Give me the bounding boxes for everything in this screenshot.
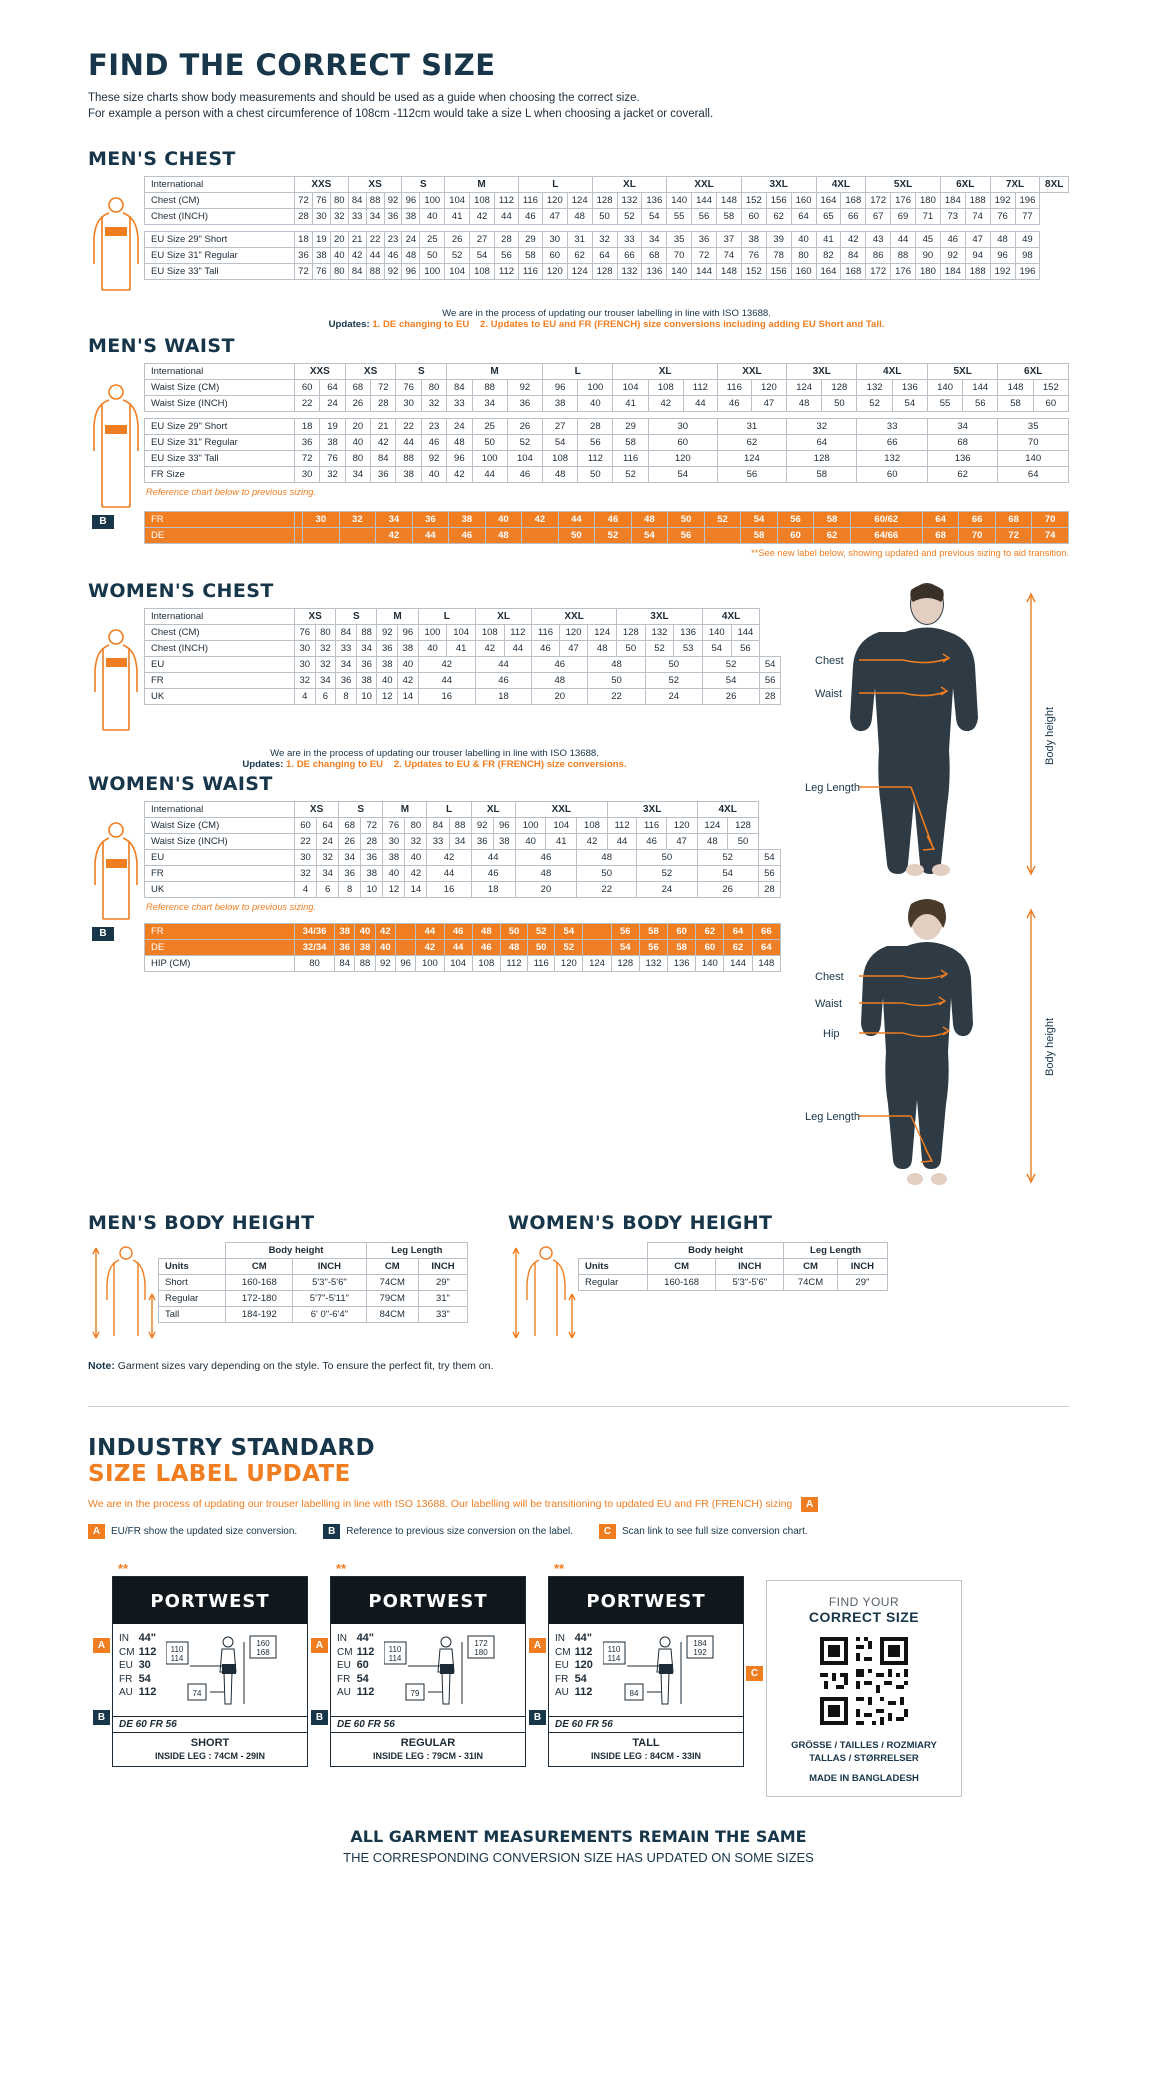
svg-text:79: 79 [410,1689,420,1698]
row-value: 44" [356,1632,375,1644]
section-title-womens-body-height: WOMEN'S BODY HEIGHT [508,1212,773,1234]
section-title-mens-body-height: MEN'S BODY HEIGHT [88,1212,315,1234]
svg-text:Hip: Hip [823,1028,840,1040]
previous-size-tall: DE 60 FR 56 [549,1716,743,1732]
table-womens-waist-previous [144,923,781,972]
qr-subtitle-2: TALLAS / STØRRELSER [809,1753,919,1764]
table-row: EU 30 32 34 36 38 40 42 44 46 48 50 52 54 [145,657,781,673]
badge-a-tall: A [529,1638,546,1653]
row-key: CM [119,1646,135,1658]
section-title-mens-chest: MEN'S CHEST [88,148,236,170]
table-row: EU Size 33" Tall 72 76 80 84 88 92 96 100 104 108 112 116 120 124 128 132 136 140 144 148 152 156 160 164 168 172 176 180 184 188 192 196 [145,264,1069,280]
table-spacer [145,412,1069,419]
svg-text:160: 160 [256,1639,270,1648]
female-height-figure [508,1242,578,1342]
row-key: FR [337,1673,351,1685]
table-row: FR Size 30 32 34 36 38 40 42 44 46 48 50 52 54 56 58 60 62 64 [145,467,1069,483]
table-row: EU Size 29" Short 18 19 20 21 22 23 24 25 26 27 28 29 30 31 32 33 34 35 [145,419,1069,435]
model-figures [799,580,1069,1188]
qr-subtitle-1: GRÖSSE / TAILLES / ROZMIARY [791,1740,937,1751]
row-key: FR [555,1673,569,1685]
table-row: Chest (INCH) 30 32 33 34 36 38 40 41 42 44 46 47 48 50 52 53 54 56 [145,641,781,657]
table-row: FR 32 34 36 38 40 42 44 46 48 50 52 54 56 [145,866,781,882]
table-row: EU Size 33" Tall 72 76 80 84 88 92 96 100 104 108 112 116 120 124 128 132 136 140 [145,451,1069,467]
svg-text:110: 110 [170,1645,184,1654]
svg-text:110: 110 [607,1645,621,1654]
table-mens-waist [144,363,1069,483]
table-subheader-row: Units CM INCH CM INCH [159,1259,468,1275]
size-values-regular [337,1632,378,1712]
svg-text:184: 184 [693,1639,707,1648]
table-row: UK 4 6 8 10 12 14 16 18 20 22 24 26 28 [145,882,781,898]
badge-b-regular: B [311,1710,328,1725]
row-value: 54 [138,1672,151,1685]
intro-line-1: These size charts show body measurements and should be used as a guide when choosing the correct size. [88,92,640,104]
badge-b-short: B [93,1710,110,1725]
pictogram-tall [603,1632,737,1712]
row-key: FR [119,1673,133,1685]
badge-a-icon: A [88,1524,105,1539]
update-item-1b: 1. DE changing to EU [286,759,384,770]
svg-text:Leg Length: Leg Length [805,782,861,794]
mens-waist-ref-note: Reference chart below to previous sizing. [146,487,317,497]
svg-text:Waist: Waist [815,998,843,1010]
table-header-row: International XS S M L XL XXL 3XL 4XL [145,802,781,818]
table-row: Short 160-168 5'3"-5'6" 74CM 29" [159,1275,468,1291]
svg-text:114: 114 [607,1654,621,1663]
legend-text-b: Reference to previous size conversion on the label. [346,1526,574,1537]
brand-logo-tall [549,1577,743,1624]
male-torso-figure-waist [88,363,144,511]
stars-marker-short: ** [118,1561,129,1576]
table-row: Chest (CM) 72 76 80 84 88 92 96 100 104 108 112 116 120 124 128 132 136 140 144 148 152 156 160 164 168 172 176 180 184 188 192 196 [145,193,1069,209]
table-womens-chest [144,608,781,705]
industry-intro [88,1497,1069,1512]
row-key: AU [337,1687,351,1698]
svg-text:110: 110 [388,1645,402,1654]
label-card-short [97,1561,308,1767]
badge-b-icon: B [323,1524,340,1539]
row-value: 54 [574,1672,587,1685]
row-key: IN [337,1633,347,1644]
row-value: 44" [574,1632,593,1644]
svg-text:180: 180 [474,1648,488,1657]
legend [88,1524,1069,1539]
footer-title: TALL [632,1737,660,1749]
table-row: Regular 172-180 5'7"-5'11" 79CM 31" [159,1291,468,1307]
intro-text [88,90,1069,122]
label-footer-tall [549,1732,743,1766]
table-row: Chest (CM) 76 80 84 88 92 96 100 104 108 112 116 120 124 128 132 136 140 144 [145,625,781,641]
badge-b-tall: B [529,1710,546,1725]
row-value: 112 [574,1645,593,1658]
badge-c-icon: C [599,1524,616,1539]
table-row: Chest (INCH) 28 30 32 33 34 36 38 40 41 42 44 46 47 48 50 52 54 55 56 58 60 62 64 65 66 67 69 71 73 74 76 77 [145,209,1069,225]
badge-c-qr: C [746,1666,763,1681]
mens-waist-footnote: **See new label below, showing updated and previous sizing to aid transition. [751,548,1069,558]
row-value: 120 [574,1659,593,1671]
badge-b-mens-waist: B [92,515,114,529]
qr-code-icon[interactable] [816,1633,912,1729]
svg-text:Waist: Waist [815,688,843,700]
section-title-womens-waist: WOMEN'S WAIST [88,773,273,795]
brand-name: PORTWEST [150,1591,270,1612]
table-row: EU Size 31" Regular 36 38 40 42 44 46 48 50 52 54 56 58 60 62 64 66 68 70 72 74 76 78 80 82 84 86 88 90 92 94 96 98 [145,248,1069,264]
update-item-2: 2. Updates to EU and FR (FRENCH) size conversions including adding EU Short and Tall. [480,319,885,330]
row-value: 112 [138,1686,157,1698]
svg-text:172: 172 [474,1639,488,1648]
footer-sub: INSIDE LEG : 74CM - 29IN [154,1751,266,1761]
table-womens-waist [144,801,781,898]
row-value: 44" [138,1632,157,1644]
row-key: AU [119,1687,133,1698]
table-row-de: DE 42 44 46 48 50 52 54 56 58 60 62 64/66 68 70 72 74 [145,528,1069,544]
section-title-womens-chest: WOMEN'S CHEST [88,580,274,602]
brand-name: PORTWEST [368,1591,488,1612]
size-values-short [119,1632,160,1712]
brand-logo-regular [331,1577,525,1624]
svg-text:114: 114 [170,1654,184,1663]
label-card-tall [533,1561,744,1767]
table-row-de: DE 32/34 36 38 40 42 44 46 48 50 52 54 56 58 60 62 64 [145,940,781,956]
row-key: CM [337,1646,353,1658]
size-values-tall [555,1632,597,1712]
label-card-regular [315,1561,526,1767]
row-key: IN [555,1633,565,1644]
table-row: Waist Size (CM) 60 64 68 72 76 80 84 88 92 96 100 104 108 112 116 120 124 128 [145,818,781,834]
industry-intro-text: We are in the process of updating our trouser labelling in line with ISO 13688. Our labelling will be transitioning to updated EU and FR (FRENCH) sizing [88,1498,793,1510]
row-key: IN [119,1633,129,1644]
section-title-mens-waist: MEN'S WAIST [88,335,235,357]
table-row-hip: HIP (CM) 80 84 88 92 96 100 104 108 112 116 120 124 128 132 136 140 144 148 [145,956,781,972]
updates-label-2: Updates: [242,759,284,770]
footer-sub: INSIDE LEG : 79CM - 31IN [372,1751,484,1761]
table-spacer [145,225,1069,232]
table-header-row: International XXS XS S M L XL XXL 3XL 4XL 5XL 6XL 7XL 8XL [145,177,1069,193]
row-key: AU [555,1687,569,1698]
legend-text-a: EU/FR show the updated size conversion. [111,1526,298,1537]
qr-card[interactable] [766,1580,962,1797]
industry-title-line2: SIZE LABEL UPDATE [88,1461,351,1487]
footer-sub: INSIDE LEG : 84CM - 33IN [590,1751,702,1761]
updates-notice-waist: We are in the process of updating our trouser labelling in line with ISO 13688. Updates: 1. DE changing to EU 2. Updates to EU & FR (FRENCH) size conversions. [242,748,627,770]
svg-text:Body height: Body height [1044,1017,1056,1076]
label-footer-regular [331,1732,525,1766]
table-mens-body-height [158,1242,468,1323]
qr-title-1: FIND YOUR [828,1595,900,1609]
female-torso-figure-chest [88,608,144,734]
footer-title: REGULAR [400,1737,456,1749]
table-row: Tall 184-192 6' 0"-6'4" 84CM 33" [159,1307,468,1323]
legend-text-c: Scan link to see full size conversion chart. [622,1526,808,1537]
table-mens-chest [144,176,1069,280]
female-torso-figure-waist [88,801,144,923]
male-height-figure [88,1242,158,1342]
label-footer-short [113,1732,307,1766]
updates-notice-chest: We are in the process of updating our trouser labelling in line with ISO 13688. Updates: 1. DE changing to EU 2. Updates to EU and FR (FRENCH) size conversions including adding EU Short and Tall. [328,308,885,330]
row-key: EU [555,1660,569,1671]
pictogram-short [166,1632,301,1712]
fit-note [88,1360,1069,1372]
row-value: 112 [356,1686,375,1698]
badge-a-regular: A [311,1638,328,1653]
table-row: EU Size 31" Regular 36 38 40 42 44 46 48 50 52 54 56 58 60 62 64 66 68 70 [145,435,1069,451]
svg-text:Chest: Chest [815,655,844,667]
svg-text:Leg Length: Leg Length [805,1111,861,1123]
table-subheader-row: Units CM INCH CM INCH [579,1259,888,1275]
svg-text:192: 192 [693,1648,707,1657]
stars-marker-tall: ** [554,1561,565,1576]
table-header-row: International XS S M L XL XXL 3XL 4XL [145,609,781,625]
table-mens-waist-previous [144,511,1069,544]
table-header-row: Body height Leg Length [579,1243,888,1259]
svg-text:84: 84 [629,1689,639,1698]
previous-size-short: DE 60 FR 56 [113,1716,307,1732]
legend-item-a [88,1524,297,1539]
update-item-1: 1. DE changing to EU [372,319,470,330]
stars-marker-regular: ** [336,1561,347,1576]
svg-text:Chest: Chest [815,971,844,983]
qr-origin: MADE IN BANGLADESH [809,1773,919,1784]
row-value: 112 [356,1645,375,1658]
table-row: EU 30 32 34 36 38 40 42 44 46 48 50 52 54 [145,850,781,866]
table-row: UK 4 6 8 10 12 14 16 18 20 22 24 26 28 [145,689,781,705]
row-key: EU [337,1660,351,1671]
legend-item-c [599,1524,808,1539]
intro-line-2: For example a person with a chest circumference of 108cm -112cm would take a size L when choosing a jacket or coverall. [88,108,714,120]
row-value: 60 [356,1659,369,1671]
footer-title: SHORT [190,1737,230,1749]
pictogram-regular [384,1632,519,1712]
table-row-fr: FR 34/36 38 40 42 44 46 48 50 52 54 56 58 60 62 64 66 [145,924,781,940]
table-row: Waist Size (INCH) 22 24 26 28 30 32 33 34 36 38 40 41 42 44 46 47 48 50 [145,834,781,850]
svg-text:Body height: Body height [1044,706,1056,765]
table-row: Waist Size (INCH) 22 24 26 28 30 32 33 34 36 38 40 41 42 44 46 47 48 50 52 54 55 56 58 60 [145,396,1069,412]
table-row: FR 32 34 36 38 40 42 44 46 48 50 52 54 56 [145,673,781,689]
badge-a-inline: A [801,1497,818,1512]
badge-a-short: A [93,1638,110,1653]
badge-b-womens-waist: B [92,927,114,941]
svg-text:74: 74 [192,1689,202,1698]
brand-name: PORTWEST [586,1591,706,1612]
industry-title-line1: INDUSTRY STANDARD [88,1435,375,1461]
page-title: FIND THE CORRECT SIZE [88,48,496,82]
table-row: EU Size 29" Short 18 19 20 21 22 23 24 25 26 27 28 29 30 31 32 33 34 35 36 37 38 39 40 41 42 43 44 45 46 47 48 49 [145,232,1069,248]
svg-text:168: 168 [256,1648,270,1657]
row-value: 112 [138,1645,157,1658]
svg-text:114: 114 [388,1654,402,1663]
fit-note-label: Note: [88,1360,115,1372]
womens-waist-ref-note: Reference chart below to previous sizing. [146,902,317,912]
table-header-row: Body height Leg Length [159,1243,468,1259]
bottom-statement-1: ALL GARMENT MEASUREMENTS REMAIN THE SAME [350,1827,807,1846]
male-torso-figure-chest [88,176,144,294]
row-value: 54 [356,1672,369,1685]
qr-title-2: CORRECT SIZE [808,1609,920,1625]
row-key: CM [555,1646,571,1658]
previous-size-regular: DE 60 FR 56 [331,1716,525,1732]
table-row-fr: FR 30 32 34 36 38 40 42 44 46 48 50 52 54 56 58 60/62 64 66 68 70 [145,512,1069,528]
updates-label: Updates: [328,319,370,330]
legend-item-b [323,1524,573,1539]
fit-note-text: Garment sizes vary depending on the style. To ensure the perfect fit, try them on. [114,1360,494,1372]
row-value: 30 [138,1659,151,1671]
table-womens-body-height [578,1242,888,1291]
brand-logo-short [113,1577,307,1624]
update-item-2b: 2. Updates to EU & FR (FRENCH) size conversions. [393,759,627,770]
bottom-statement-2: THE CORRESPONDING CONVERSION SIZE HAS UPDATED ON SOME SIZES [343,1850,814,1865]
table-row: Regular 160-168 5'3"-5'6" 74CM 29" [579,1275,888,1291]
table-row: Waist Size (CM) 60 64 68 72 76 80 84 88 92 96 100 104 108 112 116 120 124 128 132 136 140 144 148 152 [145,380,1069,396]
row-value: 112 [574,1686,593,1698]
table-header-row: International XXS XS S M L XL XXL 3XL 4XL 5XL 6XL [145,364,1069,380]
row-key: EU [119,1660,133,1671]
